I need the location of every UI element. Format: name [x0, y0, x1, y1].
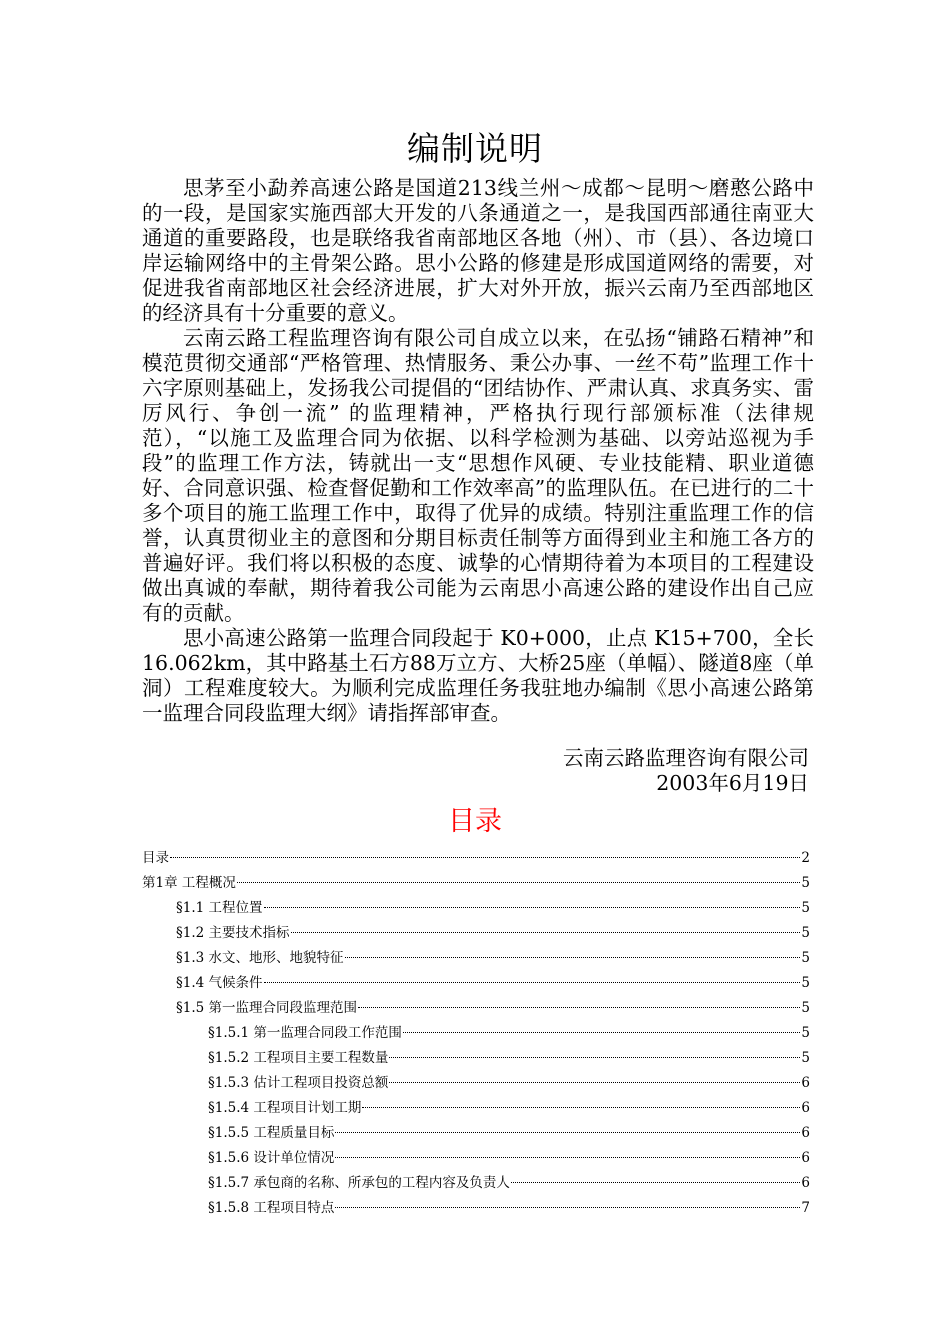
toc-entry-page: 5: [801, 1025, 810, 1041]
toc-leader: [345, 957, 801, 958]
toc-leader: [362, 1107, 800, 1108]
toc-leader: [403, 1032, 801, 1033]
signature-date: 2003年6月19日: [656, 771, 809, 795]
toc-entry-page: 5: [801, 975, 810, 991]
toc-entry-page: 6: [801, 1100, 810, 1116]
toc-entry-page: 6: [801, 1175, 810, 1191]
toc-entry[interactable]: [142, 1048, 810, 1073]
toc-entry-label: §1.5.7 承包商的名称、所承包的工程内容及负责人: [208, 1175, 510, 1191]
toc-entry-page: 2: [801, 850, 810, 866]
toc-entry-label: §1.5.6 设计单位情况: [208, 1150, 335, 1166]
toc-entry[interactable]: [142, 1173, 810, 1198]
toc-leader: [264, 982, 801, 983]
toc-entry-page: 5: [801, 1050, 810, 1066]
toc-entry-label: 目录: [142, 850, 169, 866]
toc-leader: [264, 907, 801, 908]
table-of-contents: [142, 848, 810, 1223]
toc-entry[interactable]: [142, 1123, 810, 1148]
toc-leader: [335, 1157, 800, 1158]
toc-entry-label: §1.5.1 第一监理合同段工作范围: [208, 1025, 402, 1041]
preface-body: [142, 176, 814, 726]
toc-entry-page: 5: [801, 1000, 810, 1016]
toc-entry[interactable]: [142, 1023, 810, 1048]
paragraph: 云南云路工程监理咨询有限公司自成立以来，在弘扬“铺路石精神”和模范贯彻交通部“严格管理、热情服务、秉公办事、一丝不苟”监理工作十六字原则基础上，发扬我公司提倡的“团结协作、严肃认真、求真务实、雷厉风行、争创一流” 的监理精神，严格执行现行部颁标准（法律规范），“以施工及监理合同为依据、以科学检测为基础、以旁站巡视为手段”的监理工作方法，铸就出一支“思想作风硬、专业技能精、职业道德好、合同意识强、检查督促勤和工作效率高”的监理队伍。在已进行的二十多个项目的施工监理工作中，取得了优异的成绩。特别注重监理工作的信誉，认真贯彻业主的意图和分期目标责任制等方面得到业主和施工各方的普遍好评。我们将以积极的态度、诚挚的心情期待着为本项目的工程建设做出真诚的奉献，期待着我公司能为云南思小高速公路的建设作出自己应有的贡献。: [142, 326, 814, 625]
toc-leader: [389, 1082, 800, 1083]
toc-entry[interactable]: [142, 898, 810, 923]
toc-leader: [291, 932, 801, 933]
toc-entry-page: 5: [801, 950, 810, 966]
toc-entry-page: 6: [801, 1075, 810, 1091]
toc-entry-page: 6: [801, 1125, 810, 1141]
toc-entry-label: §1.5 第一监理合同段监理范围: [176, 1000, 358, 1016]
toc-entry-label: §1.5.3 估计工程项目投资总额: [208, 1075, 389, 1091]
toc-entry[interactable]: [142, 923, 810, 948]
toc-entry-label: §1.5.5 工程质量目标: [208, 1125, 335, 1141]
toc-leader: [358, 1007, 800, 1008]
toc-entry-label: §1.4 气候条件: [176, 975, 263, 991]
toc-leader: [511, 1182, 801, 1183]
toc-entry-label: §1.5.4 工程项目计划工期: [208, 1100, 362, 1116]
toc-entry-label: §1.2 主要技术指标: [176, 925, 290, 941]
paragraph: 思小高速公路第一监理合同段起于 K0+000，止点 K15+700，全长16.062km，其中路基土石方88万立方、大桥25座（单幅）、隧道8座（单洞）工程难度较大。为顺利完成监理任务我驻地办编制《思小高速公路第一监理合同段监理大纲》请指挥部审查。: [142, 626, 814, 725]
toc-entry-label: 第1章 工程概况: [142, 875, 236, 891]
toc-entry[interactable]: [142, 873, 810, 898]
toc-entry-label: §1.5.8 工程项目特点: [208, 1200, 335, 1216]
toc-entry-page: 6: [801, 1150, 810, 1166]
signature-block: [142, 746, 809, 796]
toc-entry[interactable]: [142, 1073, 810, 1098]
toc-entry-page: 5: [801, 925, 810, 941]
toc-entry-label: §1.3 水文、地形、地貌特征: [176, 950, 344, 966]
toc-entry[interactable]: [142, 1098, 810, 1123]
toc-entry[interactable]: [142, 848, 810, 873]
document-title: 编制说明: [407, 129, 543, 168]
toc-entry[interactable]: [142, 998, 810, 1023]
toc-leader: [335, 1132, 800, 1133]
paragraph: 思茅至小勐养高速公路是国道213线兰州～成都～昆明～磨憨公路中的一段，是国家实施西部大开发的八条通道之一，是我国西部通往南亚大通道的重要路段，也是联络我省南部地区各地（州）、市（县）、各边境口岸运输网络中的主骨架公路。思小公路的修建是形成国道网络的需要，对促进我省南部地区社会经济进展，扩大对外开放，振兴云南乃至西部地区的经济具有十分重要的意义。: [142, 176, 814, 325]
signature-company: 云南云路监理咨询有限公司: [563, 746, 809, 770]
toc-leader: [389, 1057, 800, 1058]
toc-entry-label: §1.5.2 工程项目主要工程数量: [208, 1050, 389, 1066]
toc-title: 目录: [448, 806, 502, 837]
toc-entry-label: §1.1 工程位置: [176, 900, 263, 916]
toc-leader: [170, 857, 800, 858]
toc-leader: [335, 1207, 800, 1208]
toc-entry[interactable]: [142, 1148, 810, 1173]
toc-entry[interactable]: [142, 973, 810, 998]
toc-leader: [237, 882, 801, 883]
toc-entry[interactable]: [142, 1198, 810, 1223]
toc-entry[interactable]: [142, 948, 810, 973]
toc-entry-page: 7: [801, 1200, 810, 1216]
toc-entry-page: 5: [801, 875, 810, 891]
toc-entry-page: 5: [801, 900, 810, 916]
